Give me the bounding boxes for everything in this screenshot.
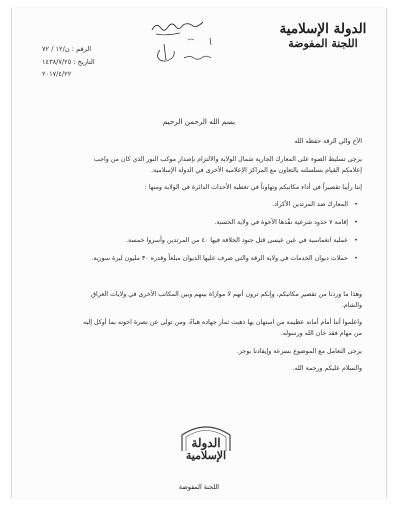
paragraph-1-line-1: يرجى تسليط الضوء على المعارك الجارية شمال الولاية والالتزام بإصدار موكب النور الذي كان من واجب [93,156,362,163]
paragraph-3-line-1: وهذا ما وردنا من تقصير مكاتبكم، وإنكم ترون أنهم لا موازاة بينهم وبين المكاتب الأخرى في ولايات العراق [91,291,362,298]
list-item: المعارك ضد المرتدين الأكراد. • [272,201,348,208]
paragraph-4-line-2: من مهام فقد خان الله ورسوله. [280,330,362,337]
islamic-state-emblem [274,22,372,64]
seal-line-2: الإسلامية [185,449,227,462]
handwritten-signature [144,20,230,74]
salutation: الأخ والي الرقة حفظه الله [294,138,362,145]
list-item: حملات ديوان الخدمات في ولاية الرقة والتي صرف عليها الديوان مبلغاً وقدره ٣٠ مليون ليرة سورية. • [91,255,348,262]
emblem-line-2: اللجنة المفوضة [288,37,358,50]
date-gregorian: ٢٠١٧/٤/٢٢ [42,70,72,78]
reference-number: الرقم : ن/١٢ / ٧٢ [42,45,92,53]
list-item: عملية انغماسية في عين عيسى قتل جنود الخلافة فيها ٤٠ من المرتدين وأسروا خمسة. • [126,237,348,244]
basmala: بسم الله الرحمن الرحيم [162,117,236,126]
paragraph-1-line-2: إعلامكم القيام بسلسلته بالتعاون مع المراكز الإعلامية الأخرى في الدولة الإسلامية. [151,167,362,174]
official-seal [176,423,236,479]
paragraph-3-line-2: والشام. [341,302,362,309]
request-line: يرجى التعامل مع الموضوع بسرعة وإيفادنا بوجز. [236,348,362,355]
seal-line-1: الدولة [191,436,221,450]
emblem-line-1: الدولة الإسلامية [279,21,367,37]
list-item: إقامة ٧ حدود شرعية نفّذها الأخوة في ولاية الحسبة. • [214,219,348,226]
closing-line: والسلام عليكم ورحمة الله. [292,365,362,372]
letter-page [11,8,387,498]
seal-caption: اللجنة المفوضة [178,483,220,491]
date-hijri: التاريخ : ١٤٣٨/٧/٢٥ [42,58,95,66]
paragraph-2: إننا رأينا تقصيراً في أداء مكاتبكم وتهاوناً في تغطية الأحداث الدائرة في الولاية ومنها : [144,184,362,191]
paragraph-4-line-1: واعلموا أننا أمام أمانة عظيمة من استهان بها ذهبت ثمار جهاده هباءً، ومن تولى عن نصرة اخوته بما أوكل إليه [83,319,362,326]
